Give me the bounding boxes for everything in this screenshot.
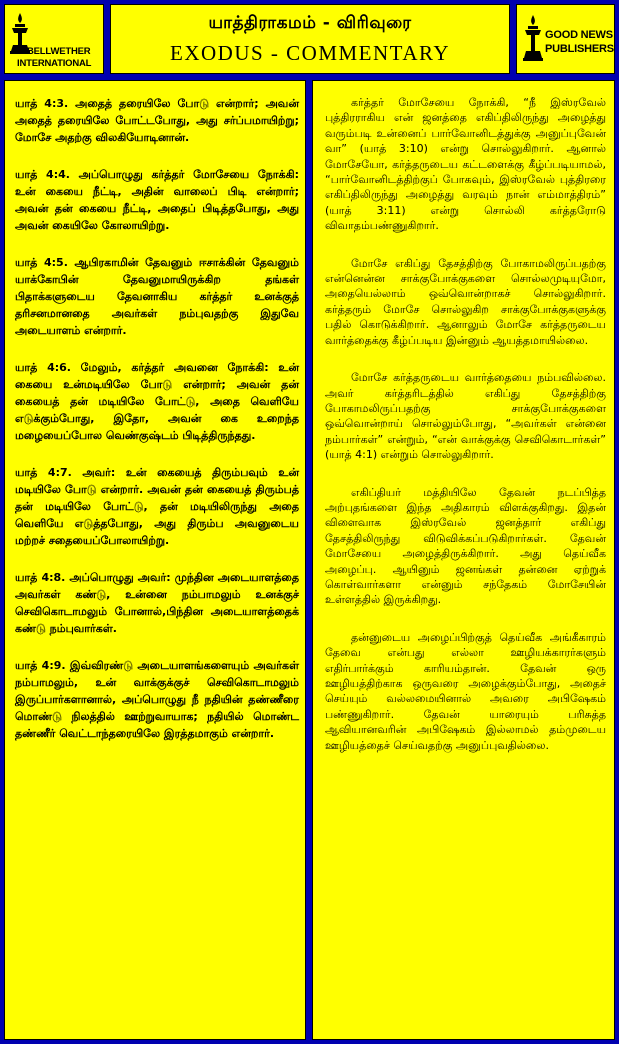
- good-news-logo-line2: PUBLISHERS: [545, 43, 614, 55]
- page-title-tamil: யாத்திராகமம் - விரிவுரை: [208, 13, 412, 33]
- bellwether-logo: [4, 4, 104, 74]
- page-title-english: EXODUS - COMMENTARY: [170, 41, 450, 65]
- commentary-paragraph: மோசே கர்த்தருடைய வார்த்தையை நம்பவில்லை. அவர் கர்த்தரிடத்தில் எகிப்து தேசத்திற்கு போகாமலிருப்பதற்கு சாக்குபோக்குகளை ஒவ்வொன்றாய் சொல்லும்போது, “அவர்கள் என்னை நம்பார்கள்” என்றும், “என் வாக்குக்கு செவிகொடார்கள்” (யாத் 4:1) என்றும் சொல்லுகிறார்.: [325, 371, 606, 462]
- verse-paragraph: யாத் 4:6. மேலும், கர்த்தர் அவனை நோக்கி: உன் கையை உன்மடியிலே போடு என்றார்; அவன் தன் கையைத் தன் மடியிலே போட்டு, அதை வெளியே எடுக்கும்போது, இதோ, அவன் கை உறைந்த மழையைப்போல வெண்குஷ்டம் பிடித்திருந்தது.: [15, 361, 299, 442]
- commentary-paragraph: கர்த்தர் மோசேயை நோக்கி, “நீ இஸ்ரவேல் புத்திரராகிய என் ஜனத்தை எகிப்திலிருந்து அழைத்து வரும்படி உன்னைப் பார்வோனிடத்துக்கு அனுப்புவேன் வா” (யாத் 3:10) என்று சொல்லுகிறார். ஆனால் மோசேயோ, கர்த்தருடைய கட்டளைக்கு கீழ்ப்படியாமல், “பார்வோனிடத்திற்குப் போகவும், இஸ்ரவேல் புத்திரரை எகிப்திலிருந்து அழைத்து வரவும் நான் எம்மாத்திரம்” (யாத் 3:11) என்று சொல்லி கர்த்தரோடு விவாதம்பண்ணுகிறார்.: [325, 96, 606, 233]
- verses-column: [4, 80, 306, 1040]
- good-news-logo: [516, 4, 615, 74]
- commentary-column: [312, 80, 615, 1040]
- bellwether-logo-line2: INTERNATIONAL: [17, 58, 92, 69]
- bellwether-logo-line1: BELLWETHER: [27, 46, 91, 57]
- verse-paragraph: யாத் 4:7. அவர்: உன் கையைத் திரும்பவும் உன் மடியிலே போடு என்றார். அவன் தன் கையைத் திரும்பத் தன் மடியிலே போட்டு, தன் மடியிலிருந்து அதை வெளியே எடுத்தபோது, அது திரும்ப அவனுடைய மற்றச் சதையைப்போலாயிற்று.: [15, 466, 299, 547]
- verse-paragraph: யாத் 4:5. ஆபிரகாமின் தேவனும் ஈசாக்கின் தேவனும் யாக்கோபின் தேவனுமாயிருக்கிற தங்கள் பிதாக்களுடைய தேவனாகிய கர்த்தர் உனக்குத் தரிசனமானதை அவர்கள் நம்புவதற்கு இதுவே அடையாளம் என்றார்.: [15, 256, 299, 337]
- lamp-icon: [522, 13, 544, 63]
- commentary-paragraph: தன்னுடைய அழைப்பிற்குத் தெய்வீக அங்கீகாரம் தேவை என்பது எல்லா ஊழியக்காரர்களும் எதிர்பார்க்கும் காரியம்தான். தேவன் ஒரு ஊழியத்திற்காக ஒருவரை அழைக்கும்போது, அதைச் செய்யும் வல்லமையினால் அவரை அபிஷேகம் பண்ணுகிறார். தேவன் யாரையும் பரிசுத்த ஆவியானவரின் அபிஷேகம் இல்லாமல் தம்முடைய ஊழியத்தைச் செய்வதற்கு அனுப்புவதில்லை.: [325, 630, 606, 752]
- commentary-paragraph: மோசே எகிப்து தேசத்திற்கு போகாமலிருப்பதற்கு என்னென்ன சாக்குபோக்குகளை சொல்லமுடியுமோ, அதையெல்லாம் ஒவ்வொன்றாகச் சொல்லுகிறார். கர்த்தரும் மோசே சொல்லுகிற சாக்குபோக்குகளுக்கு பதில் கொடுக்கிறார். ஆனாலும் மோசே கர்த்தருடைய வார்த்தைக்கு கீழ்ப்படிய இன்னும் ஆயத்தமாயில்லை.: [325, 256, 606, 347]
- verse-paragraph: யாத் 4:3. அதைத் தரையிலே போடு என்றார்; அவன் அதைத் தரையிலே போட்டபோது, அது சர்ப்பமாயிற்று; மோசே அதற்கு விலகியோடினான்.: [15, 97, 299, 144]
- good-news-logo-line1: GOOD NEWS: [545, 29, 613, 41]
- verse-paragraph: யாத் 4:8. அப்பொழுது அவர்: முந்தின அடையாளத்தை அவர்கள் கண்டு, உன்னை நம்பாமலும் உனக்குச் செவிகொடாமலும் போனால்,பிந்தின அடையாளத்தைக் கண்டு நம்புவார்கள்.: [15, 571, 299, 635]
- commentary-paragraph: எகிப்தியர் மத்தியிலே தேவன் நடப்பித்த அற்புதங்களை இந்த அதிகாரம் விளக்குகிறது. இதன் விளைவாக இஸ்ரவேல் ஜனத்தார் எகிப்து தேசத்திலிருந்து விடுவிக்கப்படுகிறார்கள். தேவன் மோசேயை அழைத்திருக்கிறார். அது தெய்வீக அழைப்பு. ஆயினும் ஜனங்கள் தன்னை ஏற்றுக் கொள்வார்களா என்னும் சந்தேகம் மோசேயின் உள்ளத்தில் இருக்கிறது.: [325, 485, 606, 607]
- verse-paragraph: யாத் 4:9. இவ்விரண்டு அடையாளங்களையும் அவர்கள் நம்பாமலும், உன் வாக்குக்குச் செவிகொடாமலும் இருப்பார்களானால், அப்பொழுது நீ நதியின் தண்ணீரை மொண்டு நிலத்தில் ஊற்றுவாயாக; நதியில் மொண்ட தண்ணீர் வெட்டாந்தரையிலே இரத்தமாகும் என்றார்.: [15, 659, 299, 740]
- header-title-box: [110, 4, 510, 74]
- verse-paragraph: யாத் 4:4. அப்பொழுது கர்த்தர் மோசேயை நோக்கி: உன் கையை நீட்டி, அதின் வாலைப் பிடி என்றார்; அவன் தன் கையை நீட்டி, அதைப் பிடித்தபோது, அது அவன் கையிலே கோலாயிற்று.: [15, 168, 299, 232]
